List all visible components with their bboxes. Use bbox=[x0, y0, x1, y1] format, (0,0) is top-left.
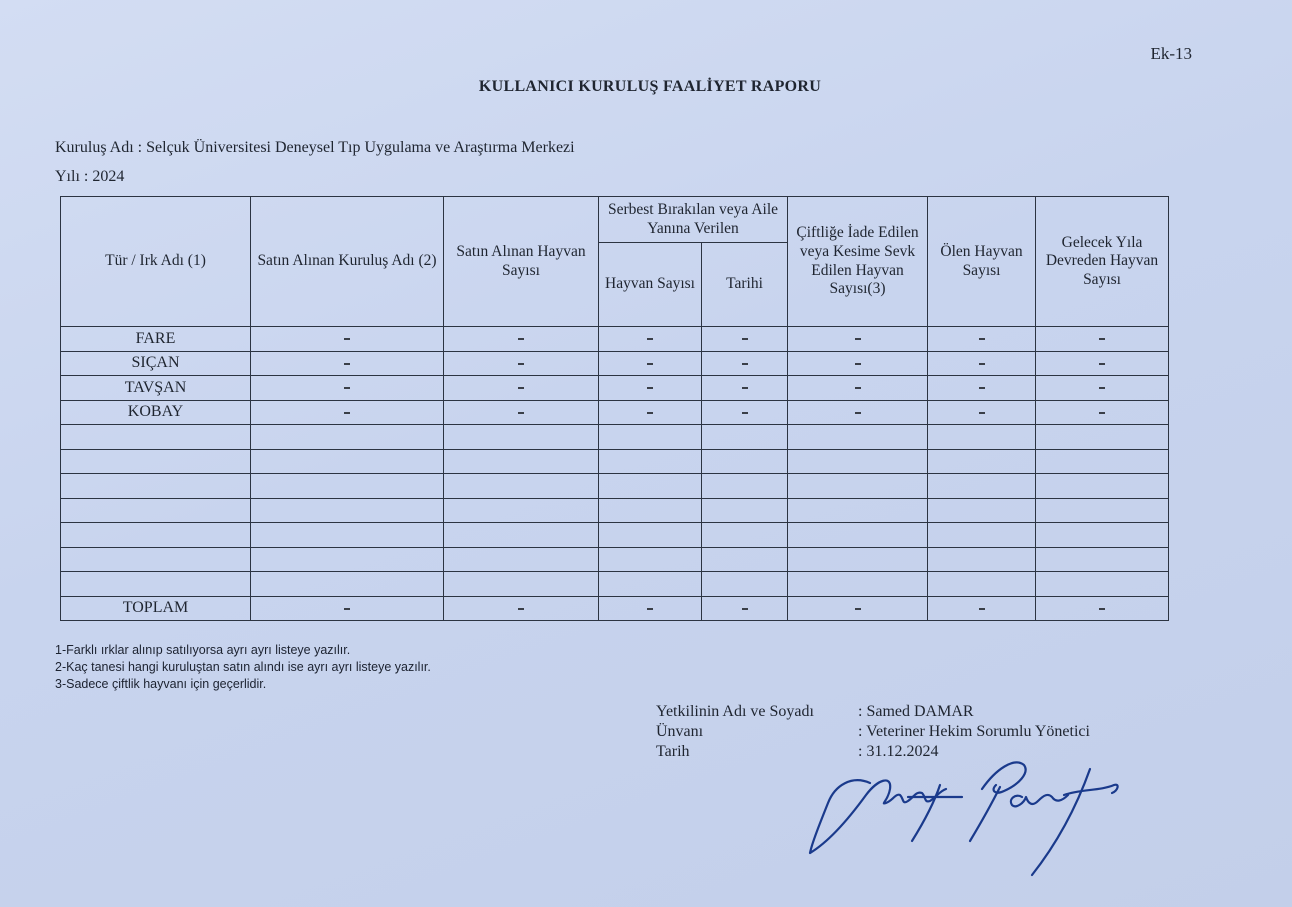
table-row bbox=[61, 400, 1169, 425]
empty-cell bbox=[61, 498, 251, 523]
dash-mark bbox=[647, 363, 653, 365]
table-body bbox=[61, 327, 1169, 621]
signatory-title-label: Ünvanı bbox=[656, 723, 704, 740]
empty-cell bbox=[444, 572, 599, 597]
dash-mark bbox=[518, 608, 524, 610]
empty-cell bbox=[444, 474, 599, 499]
empty-cell bbox=[928, 547, 1036, 572]
cell-dead-count bbox=[928, 400, 1036, 425]
dash-mark bbox=[518, 338, 524, 340]
cell-released-date bbox=[702, 400, 788, 425]
dash-mark bbox=[1099, 387, 1105, 389]
signatory-name-value: : Samed DAMAR bbox=[858, 703, 974, 720]
empty-row bbox=[61, 498, 1169, 523]
organization-name: Kuruluş Adı : Selçuk Üniversitesi Deneysel Tıp Uygulama ve Araştırma Merkezi bbox=[55, 139, 575, 156]
empty-cell bbox=[61, 474, 251, 499]
cell-purchased-from bbox=[251, 351, 444, 376]
dash-mark bbox=[742, 608, 748, 610]
cell-released-date bbox=[702, 376, 788, 401]
empty-row bbox=[61, 547, 1169, 572]
dash-mark bbox=[344, 412, 350, 414]
header-released-date: Tarihi bbox=[702, 243, 788, 327]
footnote-2: 2-Kaç tanesi hangi kuruluştan satın alındı ise ayrı ayrı listeye yazılır. bbox=[55, 660, 431, 674]
cell-farm-return bbox=[788, 400, 928, 425]
empty-cell bbox=[251, 572, 444, 597]
empty-cell bbox=[1036, 572, 1169, 597]
dash-mark bbox=[1099, 412, 1105, 414]
empty-cell bbox=[61, 425, 251, 450]
dash-mark bbox=[647, 387, 653, 389]
empty-cell bbox=[444, 498, 599, 523]
handwritten-signature bbox=[800, 745, 1140, 885]
cell-purchased-count bbox=[444, 351, 599, 376]
signatory-title-value: : Veteriner Hekim Sorumlu Yönetici bbox=[858, 723, 1090, 740]
dash-mark bbox=[518, 412, 524, 414]
empty-cell bbox=[702, 498, 788, 523]
empty-cell bbox=[61, 547, 251, 572]
dash-mark bbox=[518, 363, 524, 365]
cell-released-count bbox=[599, 351, 702, 376]
empty-cell bbox=[788, 572, 928, 597]
empty-cell bbox=[444, 547, 599, 572]
cell-farm-return bbox=[788, 351, 928, 376]
empty-cell bbox=[928, 572, 1036, 597]
empty-cell bbox=[599, 425, 702, 450]
species-name-cell: KOBAY bbox=[61, 400, 251, 425]
dash-mark bbox=[855, 608, 861, 610]
cell-purchased-count bbox=[444, 327, 599, 352]
empty-cell bbox=[702, 547, 788, 572]
activity-report-table bbox=[60, 196, 1169, 621]
empty-cell bbox=[251, 547, 444, 572]
dash-mark bbox=[855, 338, 861, 340]
cell-released-date bbox=[702, 351, 788, 376]
header-purchased-count: Satın Alınan Hayvan Sayısı bbox=[444, 197, 599, 327]
cell-purchased-from bbox=[251, 376, 444, 401]
empty-cell bbox=[61, 523, 251, 548]
empty-cell bbox=[599, 547, 702, 572]
total-label-cell: TOPLAM bbox=[61, 596, 251, 621]
cell-released-count bbox=[599, 376, 702, 401]
footnote-1: 1-Farklı ırklar alınıp satılıyorsa ayrı ayrı listeye yazılır. bbox=[55, 643, 351, 657]
dash-mark bbox=[344, 338, 350, 340]
empty-cell bbox=[788, 474, 928, 499]
dash-mark bbox=[742, 363, 748, 365]
dash-mark bbox=[742, 338, 748, 340]
signatory-name-label: Yetkilinin Adı ve Soyadı bbox=[656, 703, 814, 720]
dash-mark bbox=[979, 363, 985, 365]
header-carryover: Gelecek Yıla Devreden Hayvan Sayısı bbox=[1036, 197, 1169, 327]
dash-mark bbox=[1099, 608, 1105, 610]
cell-carryover bbox=[1036, 351, 1169, 376]
dash-mark bbox=[344, 363, 350, 365]
cell-farm-return bbox=[788, 327, 928, 352]
empty-cell bbox=[251, 474, 444, 499]
empty-cell bbox=[788, 449, 928, 474]
dash-mark bbox=[647, 412, 653, 414]
dash-mark bbox=[855, 363, 861, 365]
empty-cell bbox=[599, 498, 702, 523]
empty-cell bbox=[928, 523, 1036, 548]
empty-cell bbox=[928, 449, 1036, 474]
dash-mark bbox=[742, 412, 748, 414]
cell-farm-return bbox=[788, 596, 928, 621]
signatory-date-value: : 31.12.2024 bbox=[858, 743, 939, 760]
dash-mark bbox=[1099, 363, 1105, 365]
empty-cell bbox=[251, 425, 444, 450]
dash-mark bbox=[742, 387, 748, 389]
empty-cell bbox=[61, 572, 251, 597]
empty-cell bbox=[702, 572, 788, 597]
cell-dead-count bbox=[928, 596, 1036, 621]
empty-cell bbox=[1036, 425, 1169, 450]
species-name-cell: TAVŞAN bbox=[61, 376, 251, 401]
header-species: Tür / Irk Adı (1) bbox=[61, 197, 251, 327]
footnote-3: 3-Sadece çiftlik hayvanı için geçerlidir. bbox=[55, 677, 267, 691]
empty-cell bbox=[928, 474, 1036, 499]
report-year: Yılı : 2024 bbox=[55, 168, 125, 185]
empty-cell bbox=[444, 449, 599, 474]
empty-row bbox=[61, 449, 1169, 474]
cell-carryover bbox=[1036, 327, 1169, 352]
table-row bbox=[61, 376, 1169, 401]
empty-cell bbox=[61, 449, 251, 474]
table-row bbox=[61, 327, 1169, 352]
annex-number: Ek-13 bbox=[1150, 44, 1192, 63]
document-title: KULLANICI KURULUŞ FAALİYET RAPORU bbox=[478, 78, 822, 95]
empty-cell bbox=[599, 523, 702, 548]
cell-released-date bbox=[702, 596, 788, 621]
dash-mark bbox=[979, 412, 985, 414]
cell-released-count bbox=[599, 400, 702, 425]
cell-carryover bbox=[1036, 400, 1169, 425]
header-released-count: Hayvan Sayısı bbox=[599, 243, 702, 327]
empty-cell bbox=[1036, 449, 1169, 474]
header-released-group: Serbest Bırakılan veya Aile Yanına Verilen bbox=[599, 197, 788, 243]
cell-purchased-count bbox=[444, 400, 599, 425]
cell-farm-return bbox=[788, 376, 928, 401]
dash-mark bbox=[979, 608, 985, 610]
empty-cell bbox=[444, 523, 599, 548]
empty-cell bbox=[788, 498, 928, 523]
table-row bbox=[61, 351, 1169, 376]
dash-mark bbox=[979, 387, 985, 389]
footnotes bbox=[55, 642, 431, 693]
empty-cell bbox=[1036, 498, 1169, 523]
dash-mark bbox=[979, 338, 985, 340]
cell-dead-count bbox=[928, 327, 1036, 352]
empty-cell bbox=[599, 449, 702, 474]
empty-cell bbox=[599, 572, 702, 597]
cell-purchased-from bbox=[251, 596, 444, 621]
dash-mark bbox=[344, 387, 350, 389]
total-row bbox=[61, 596, 1169, 621]
header-purchased-from: Satın Alınan Kuruluş Adı (2) bbox=[251, 197, 444, 327]
dash-mark bbox=[1099, 338, 1105, 340]
empty-cell bbox=[444, 425, 599, 450]
empty-cell bbox=[702, 523, 788, 548]
dash-mark bbox=[855, 387, 861, 389]
empty-cell bbox=[702, 425, 788, 450]
cell-released-count bbox=[599, 596, 702, 621]
empty-cell bbox=[788, 523, 928, 548]
empty-cell bbox=[1036, 474, 1169, 499]
dash-mark bbox=[647, 608, 653, 610]
empty-row bbox=[61, 523, 1169, 548]
empty-cell bbox=[251, 498, 444, 523]
empty-cell bbox=[1036, 547, 1169, 572]
empty-cell bbox=[702, 474, 788, 499]
cell-carryover bbox=[1036, 376, 1169, 401]
dash-mark bbox=[344, 608, 350, 610]
cell-released-count bbox=[599, 327, 702, 352]
empty-cell bbox=[599, 474, 702, 499]
header-dead-count: Ölen Hayvan Sayısı bbox=[928, 197, 1036, 327]
cell-dead-count bbox=[928, 351, 1036, 376]
empty-cell bbox=[788, 425, 928, 450]
cell-purchased-count bbox=[444, 376, 599, 401]
empty-cell bbox=[251, 449, 444, 474]
cell-purchased-count bbox=[444, 596, 599, 621]
empty-cell bbox=[251, 523, 444, 548]
signatory-date-label: Tarih bbox=[656, 743, 690, 760]
cell-dead-count bbox=[928, 376, 1036, 401]
cell-purchased-from bbox=[251, 327, 444, 352]
empty-cell bbox=[702, 449, 788, 474]
empty-cell bbox=[788, 547, 928, 572]
dash-mark bbox=[647, 338, 653, 340]
empty-cell bbox=[928, 425, 1036, 450]
cell-purchased-from bbox=[251, 400, 444, 425]
species-name-cell: SIÇAN bbox=[61, 351, 251, 376]
cell-carryover bbox=[1036, 596, 1169, 621]
species-name-cell: FARE bbox=[61, 327, 251, 352]
cell-released-date bbox=[702, 327, 788, 352]
empty-row bbox=[61, 572, 1169, 597]
empty-cell bbox=[928, 498, 1036, 523]
empty-row bbox=[61, 474, 1169, 499]
dash-mark bbox=[855, 412, 861, 414]
empty-cell bbox=[1036, 523, 1169, 548]
empty-row bbox=[61, 425, 1169, 450]
header-farm-return: Çiftliğe İade Edilen veya Kesime Sevk Edilen Hayvan Sayısı(3) bbox=[788, 197, 928, 327]
dash-mark bbox=[518, 387, 524, 389]
